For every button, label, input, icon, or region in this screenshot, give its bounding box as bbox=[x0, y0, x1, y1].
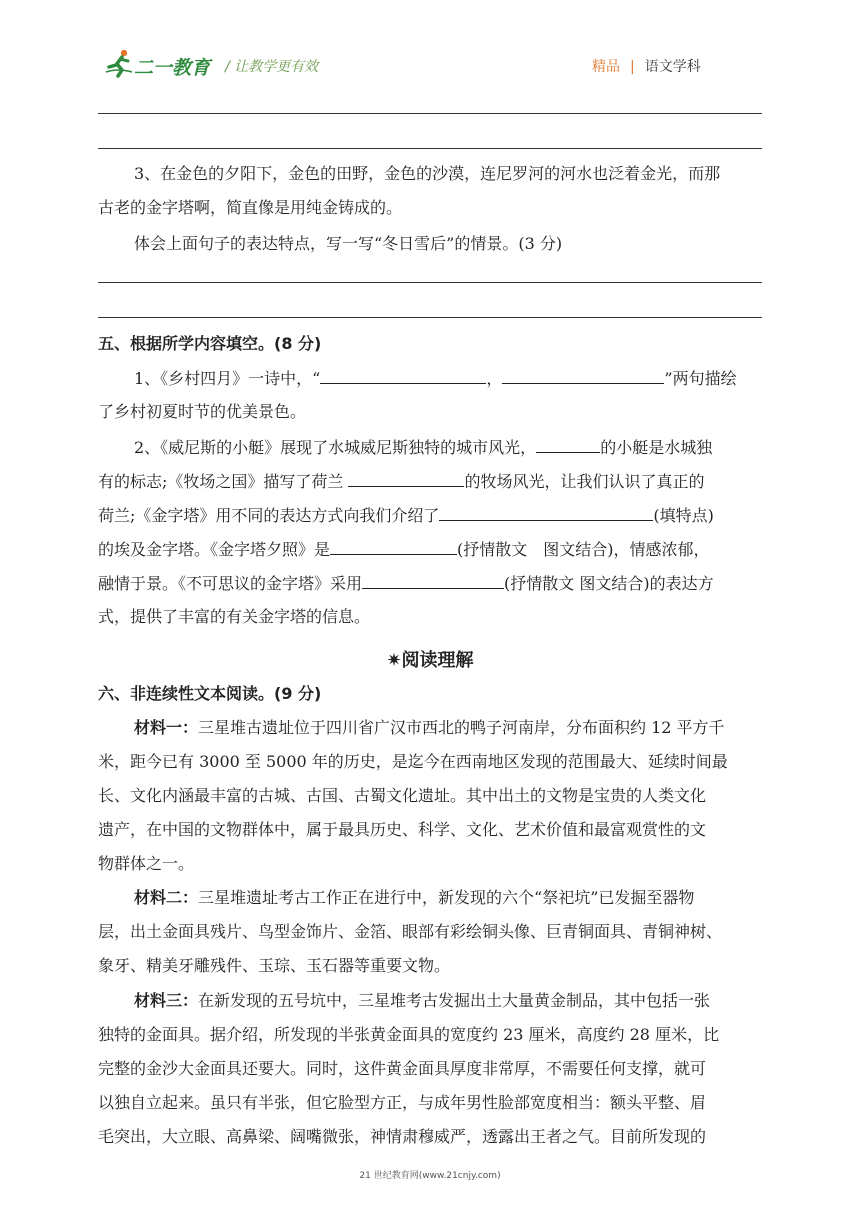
s5-q1-comma: ， bbox=[486, 369, 503, 388]
material-2-label: 材料二： bbox=[134, 888, 199, 907]
s5-q1-text-b: ”两句描绘 bbox=[664, 369, 737, 388]
runner-logo-icon bbox=[104, 48, 134, 78]
m3-line-2: 独特的金面具。据介绍，所发现的半张黄金面具的宽度约 23 厘米，高度约 28 厘米，比 bbox=[98, 1025, 720, 1044]
answer-line bbox=[98, 317, 762, 318]
s5-q2-text-a: 2、《威尼斯的小艇》展现了水城威尼斯独特的城市风光， bbox=[134, 438, 537, 457]
fill-blank[interactable] bbox=[362, 572, 504, 589]
s5-q2-line-6: 式，提供了丰富的有关金字塔的信息。 bbox=[98, 607, 371, 626]
material-1-label: 材料一： bbox=[134, 718, 199, 737]
s5-q2-line-1 bbox=[134, 436, 762, 459]
m3-line-5: 毛突出，大立眼、高鼻梁、阔嘴微张，神情肃穆威严，透露出王者之气。目前所发现的 bbox=[98, 1127, 707, 1146]
s5-q2-text-i: 融情于景。《不可思议的金字塔》采用 bbox=[98, 574, 363, 593]
s5-q1-line-2: 了乡村初夏时节的优美景色。 bbox=[98, 402, 307, 421]
page-header bbox=[0, 0, 860, 110]
m2-line-3: 象牙、精美牙雕残件、玉琮、玉石器等重要文物。 bbox=[98, 956, 451, 975]
s5-q1-line-1 bbox=[134, 367, 762, 390]
m1-line-5: 物群体之一。 bbox=[98, 854, 195, 873]
m1-line-2: 米，距今已有 3000 至 5000 年的历史，是迄今在西南地区发现的范围最大、延续时间最 bbox=[98, 752, 728, 771]
m3-line-1 bbox=[134, 990, 762, 1012]
section-5-title: 五、根据所学内容填空。(8 分) bbox=[98, 334, 322, 353]
s5-q2-text-j: (抒情散文 图文结合)的表达方 bbox=[504, 574, 714, 593]
answer-line bbox=[98, 148, 762, 149]
m2-line-1 bbox=[134, 887, 762, 909]
m1-line-1 bbox=[134, 717, 762, 739]
fill-blank[interactable] bbox=[330, 538, 457, 555]
q3-line-2: 古老的金字塔啊，简直像是用纯金铸成的。 bbox=[98, 198, 403, 217]
m1-line-3: 长、文化内涵最丰富的古城、古国、古蜀文化遗址。其中出土的文物是宝贵的人类文化 bbox=[98, 786, 707, 805]
m1-line-4: 遗产，在中国的文物群体中，属于最具历史、科学、文化、艺术价值和最富观赏性的文 bbox=[98, 820, 707, 839]
fill-blank[interactable] bbox=[320, 367, 486, 384]
header-tags bbox=[592, 56, 701, 76]
s5-q2-line-5 bbox=[98, 572, 762, 595]
fill-blank[interactable] bbox=[502, 367, 664, 384]
fill-blank[interactable] bbox=[439, 504, 653, 521]
fill-blank[interactable] bbox=[348, 470, 464, 487]
material-3-label: 材料三： bbox=[134, 991, 199, 1010]
q3-prompt: 体会上面句子的表达特点，写一写“冬日雪后”的情景。(3 分) bbox=[134, 234, 563, 253]
s5-q2-text-e: 荷兰;《金字塔》用不同的表达方式向我们介绍了 bbox=[98, 506, 440, 525]
s5-q2-text-f: (填特点) bbox=[653, 506, 714, 525]
s5-q1-text-a: 1、《乡村四月》一诗中，“ bbox=[134, 369, 321, 388]
m1-text-1: 三星堆古遗址位于四川省广汉市西北的鸭子河南岸，分布面积约 12 平方千 bbox=[198, 718, 725, 737]
header-separator: | bbox=[630, 59, 635, 75]
s5-q2-text-h: (抒情散文 图文结合)，情感浓郁， bbox=[457, 540, 710, 559]
premium-tag: 精品 bbox=[592, 59, 620, 75]
answer-line bbox=[98, 113, 762, 114]
q3-line-1: 3、在金色的夕阳下，金色的田野，金色的沙漠，连尼罗河的河水也泛着金光，而那 bbox=[134, 164, 721, 183]
m2-text-1: 三星堆遗址考古工作正在进行中，新发现的六个“祭祀坑”已发掘至器物 bbox=[198, 888, 695, 907]
m2-line-2: 层，出土金面具残片、鸟型金饰片、金箔、眼部有彩绘铜头像、巨青铜面具、青铜神树、 bbox=[98, 922, 723, 941]
logo-text: 二一教育 bbox=[134, 57, 211, 79]
s5-q2-text-b: 的小艇是水城独 bbox=[600, 438, 713, 457]
m3-line-3: 完整的金沙大金面具还要大。同时，这件黄金面具厚度非常厚，不需要任何支撑，就可 bbox=[98, 1059, 707, 1078]
s5-q2-text-d: 的牧场风光，让我们认识了真正的 bbox=[464, 472, 705, 491]
s5-q2-line-3 bbox=[98, 504, 762, 527]
s5-q2-line-2 bbox=[98, 470, 762, 493]
s5-q2-text-c: 有的标志;《牧场之国》描写了荷兰 bbox=[98, 472, 349, 491]
s5-q2-line-4 bbox=[98, 538, 762, 561]
m3-text-1: 在新发现的五号坑中，三星堆考古发掘出土大量黄金制品，其中包括一张 bbox=[198, 991, 711, 1010]
answer-line bbox=[98, 282, 762, 283]
subject-label: 语文学科 bbox=[644, 59, 701, 75]
slogan: / 让教学更有效 bbox=[225, 59, 319, 75]
reading-section-title: ✷阅读理解 bbox=[386, 650, 474, 671]
s5-q2-text-g: 的埃及金字塔。《金字塔夕照》是 bbox=[98, 540, 331, 559]
section-6-title: 六、非连续性文本阅读。(9 分) bbox=[98, 684, 322, 703]
page-footer: 21 世纪教育网(www.21cnjy.com) bbox=[359, 1171, 501, 1181]
fill-blank[interactable] bbox=[536, 436, 600, 453]
m3-line-4: 以独自立起来。虽只有半张，但它脸型方正，与成年男性脸部宽度相当：额头平整、眉 bbox=[98, 1093, 707, 1112]
logo bbox=[104, 48, 214, 84]
